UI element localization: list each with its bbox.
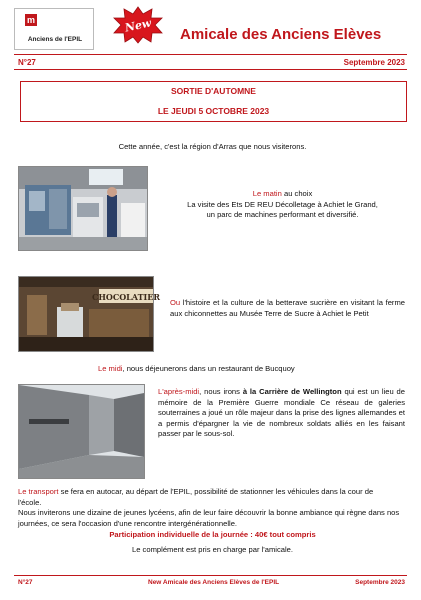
footer-date: Septembre 2023 (355, 579, 405, 586)
logo-mark: m (26, 15, 35, 25)
header-rule-bottom (14, 69, 407, 70)
transport-label: Le transport (18, 487, 59, 496)
alternative-text (170, 298, 405, 319)
machine-shop-image (19, 167, 147, 250)
complement-text: Le complément est pris en charge par l'amicale. (132, 545, 293, 554)
logo-text: Anciens de l'EPIL (27, 36, 83, 43)
photo-sugar-museum (18, 276, 161, 352)
chocolatier-sign: CHOCOLATIER (91, 292, 161, 302)
alternative-label: Ou (170, 298, 181, 307)
sugar-museum-image (19, 277, 161, 351)
transport-description: se fera en autocar, au départ de l'EPIL, possibilité de stationner les véhicules dans la cour de l'école. (18, 487, 374, 507)
new-badge-text: New (123, 16, 153, 35)
wellington-quarry-image (19, 385, 144, 478)
afternoon-label: L'après-midi (158, 387, 200, 396)
afternoon-text (158, 387, 405, 440)
header-rule-top (14, 54, 407, 55)
intro-text: Cette année, c'est la région d'Arras que nous visiterons. (118, 142, 307, 151)
morning-machines: un parc de machines performant et diversifié. (206, 210, 359, 219)
afternoon-description: qui est un lieu de mémoire de la Première Guerre mondiale Ce réseau de galeries souterraines a joué un rôle majeur dans la prise des lignes allemandes et a permis d'épargner la vie de nombreux soldats alliés en les faisant passer par le sous-sol. (158, 387, 406, 438)
lunch-label: Le midi (98, 364, 123, 373)
photo-wellington-quarry (18, 384, 145, 479)
issue-date: Septembre 2023 (343, 58, 405, 67)
footer-rule (14, 575, 407, 576)
invite-text: Nous inviterons une dizaine de jeunes lycéens, afin de leur faire découvrir la bonne ambiance qui règne dans nos journées, ce sera l'occasion d'une rencontre intergénérationnelle. (18, 508, 400, 528)
event-title: SORTIE D'AUTOMNE (171, 86, 256, 96)
transport-text (18, 487, 398, 508)
footer-issue: N°27 (18, 579, 33, 586)
morning-label: Le matin (252, 189, 282, 198)
event-box (20, 81, 407, 122)
alternative-description: l'histoire et la culture de la betterave sucrière en visitant la ferme aux chiconnettes au Musée Terre de Sucre à Achiet le Petit (170, 298, 405, 318)
lunch-text (98, 364, 295, 375)
price-text: Participation individuelle de la journée : 40€ tout compris (109, 530, 316, 539)
footer-title: New Amicale des Anciens Elèves de l'EPIL (148, 579, 280, 586)
event-date: LE JEUDI 5 OCTOBRE 2023 (157, 106, 270, 116)
photo-machine-shop (18, 166, 148, 251)
morning-choice: au choix (281, 189, 313, 198)
afternoon-pre: , nous irons (199, 387, 243, 396)
newsletter-title: Amicale des Anciens Elèves (180, 26, 382, 43)
epil-logo (14, 8, 94, 50)
lunch-description: , nous déjeunerons dans un restaurant de Bucquoy (122, 364, 295, 373)
issue-number: N°27 (18, 58, 36, 67)
morning-visit: La visite des Ets DE REU Décolletage à Achiet le Grand, (187, 199, 378, 209)
new-badge (112, 6, 164, 44)
afternoon-place: à la Carrière de Wellington (242, 387, 342, 396)
morning-text (160, 189, 405, 221)
